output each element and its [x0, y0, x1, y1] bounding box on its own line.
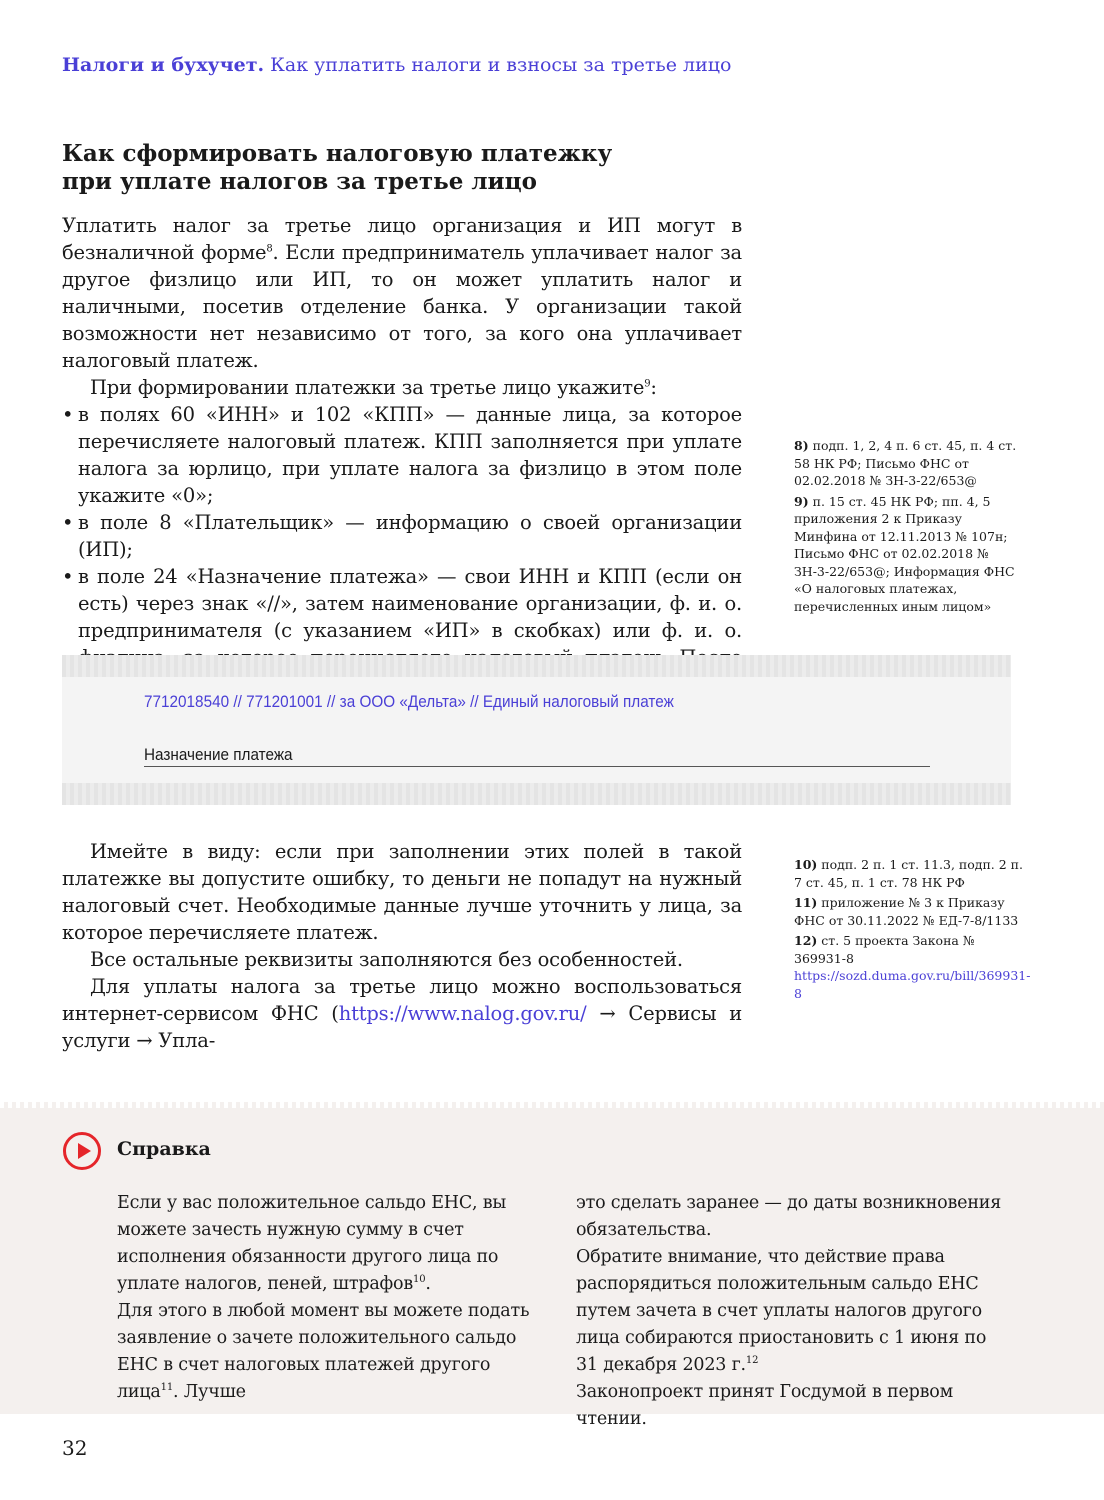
reference-column-right	[576, 1190, 1006, 1433]
footnote-ref-11: 11	[160, 1382, 173, 1394]
sidenotes-block-2	[794, 856, 1031, 1005]
footnote-ref-10: 10	[413, 1274, 426, 1286]
main-text-block-2	[62, 838, 742, 1054]
reference-paragraph-5: Законопроект принят Госдумой в первом чтении.	[576, 1382, 954, 1429]
play-icon	[63, 1132, 101, 1170]
reference-paragraph-3: это сделать заранее — до даты возникновения обязательства.	[576, 1193, 1002, 1240]
footnote-ref-9: 9	[644, 378, 651, 390]
reference-paragraph-2: Для этого в любой момент вы можете подать заявление о зачете положительного сальдо ЕНС в счет налоговых платежей другого лица$^{11}$. Лучше	[117, 1301, 530, 1402]
list-item: • в поле 8 «Плательщик» — информацию о своей организации (ИП);	[62, 509, 742, 563]
sidenote-11: 11) приложение № 3 к Приказу ФНС от 30.11.2022 № ЕД-7-8/1133	[794, 895, 1019, 928]
heading-line-1: Как сформировать налоговую платежку	[62, 140, 613, 167]
list-item: • в поле 24 «Назначение платежа» — свои ИНН и КПП (если он есть) через знак «//», затем наименование организации, ф. и. о. предпринимателя (с указанием «ИП» в скобках) или ф. и. о.	[62, 563, 742, 698]
nalog-link[interactable]: https://www.nalog.gov.ru/	[338, 1002, 587, 1025]
box-edge-bottom	[62, 783, 1011, 805]
sidenote-10: 10) подп. 2 п. 1 ст. 11.3, подп. 2 п. 7 ст. 45, п. 1 ст. 78 НК РФ	[794, 857, 1023, 890]
running-header	[62, 54, 731, 76]
sidenotes-block-1	[794, 437, 1024, 618]
header-title: Как уплатить налоги и взносы за третье лицо	[270, 54, 732, 76]
heading-line-2: при уплате налогов за третье лицо	[62, 168, 537, 195]
paragraph-4: Все остальные реквизиты заполняются без особенностей.	[90, 948, 683, 971]
paragraph-2: При формировании платежки за третье лицо укажите$^9$:	[90, 376, 657, 399]
payment-purpose-label: Назначение платежа	[144, 745, 293, 764]
reference-paragraph-4: Обратите внимание, что действие права распорядиться положительным сальдо ЕНС путем зачета в счет уплаты налогов другого лица собираются приостановить с 1 июня по 31 декабря 2023 г.$^{12}$	[576, 1247, 987, 1375]
duma-link[interactable]: https://sozd.duma.gov.ru/bill/369931-8	[794, 968, 1031, 1001]
sidenote-9: 9) п. 15 ст. 45 НК РФ; пп. 4, 5 приложения 2 к Приказу Минфина от 12.11.2013 № 107н; Письмо ФНС от 02.02.2018 № ЗН-3-22/653@; Информация ФНС «О налоговых платежах, перечисленных иным лицом»	[794, 493, 1015, 614]
section-heading	[62, 140, 762, 196]
paragraph-3: Имейте в виду: если при заполнении этих полей в такой платежке вы допустите ошибку, то деньги не попадут на нужный налоговый счет. Необходимые данные лучше уточнить у лица, за которое перечисляете платеж.	[62, 840, 742, 944]
list-item: • в полях 60 «ИНН» и 102 «КПП» — данные лица, за которое перечисляете налоговый платеж. КПП заполняется при уплате налога за юрлицо, при уплате налога за физлицо в этом поле укажите «0»;	[62, 401, 742, 509]
reference-box-edge	[0, 1102, 1104, 1108]
payment-example-box	[62, 655, 1011, 805]
box-edge-top	[62, 655, 1011, 677]
main-text-block-1	[62, 212, 742, 698]
header-section: Налоги и бухучет.	[62, 54, 265, 76]
sidenote-8: 8) подп. 1, 2, 4 п. 6 ст. 45, п. 4 ст. 58 НК РФ; Письмо ФНС от 02.02.2018 № ЗН-3-22/653@	[794, 438, 1017, 488]
footnote-ref-8: 8	[266, 243, 273, 255]
reference-column-left	[117, 1190, 547, 1406]
reference-paragraph-1: Если у вас положительное сальдо ЕНС, вы можете зачесть нужную сумму в счет исполнения обязанности другого лица по уплате налогов, пеней, штрафов$^{10}$.	[117, 1193, 507, 1294]
payment-purpose-field	[144, 745, 930, 767]
page-number: 32	[62, 1436, 88, 1460]
sidenote-12: 12) ст. 5 проекта Закона № 369931-8 https://sozd.duma.gov.ru/bill/369931-8	[794, 933, 1031, 1001]
payment-purpose-value: 7712018540 // 771201001 // за ООО «Дельта» // Единый налоговый платеж	[144, 692, 674, 711]
paragraph-5: Для уплаты налога за третье лицо можно воспользоваться интернет-сервисом ФНС (https://www.nalog.gov.ru/ → Сервисы и услуги → Упла-	[62, 975, 743, 1052]
bullet-list	[62, 401, 742, 698]
reference-title: Справка	[117, 1138, 211, 1160]
reference-box	[0, 1102, 1104, 1429]
paragraph-1: Уплатить налог за третье лицо организация и ИП могут в безналичной форме$^8$. Если предприниматель уплачивает налог за другое физлицо или ИП, то он может уплатить налог и наличными, посетив отделение банка. У организации такой возможности нет независимо от того, за кого она уплачивает налоговый платеж.	[62, 214, 742, 372]
footnote-ref-12: 12	[745, 1355, 759, 1367]
